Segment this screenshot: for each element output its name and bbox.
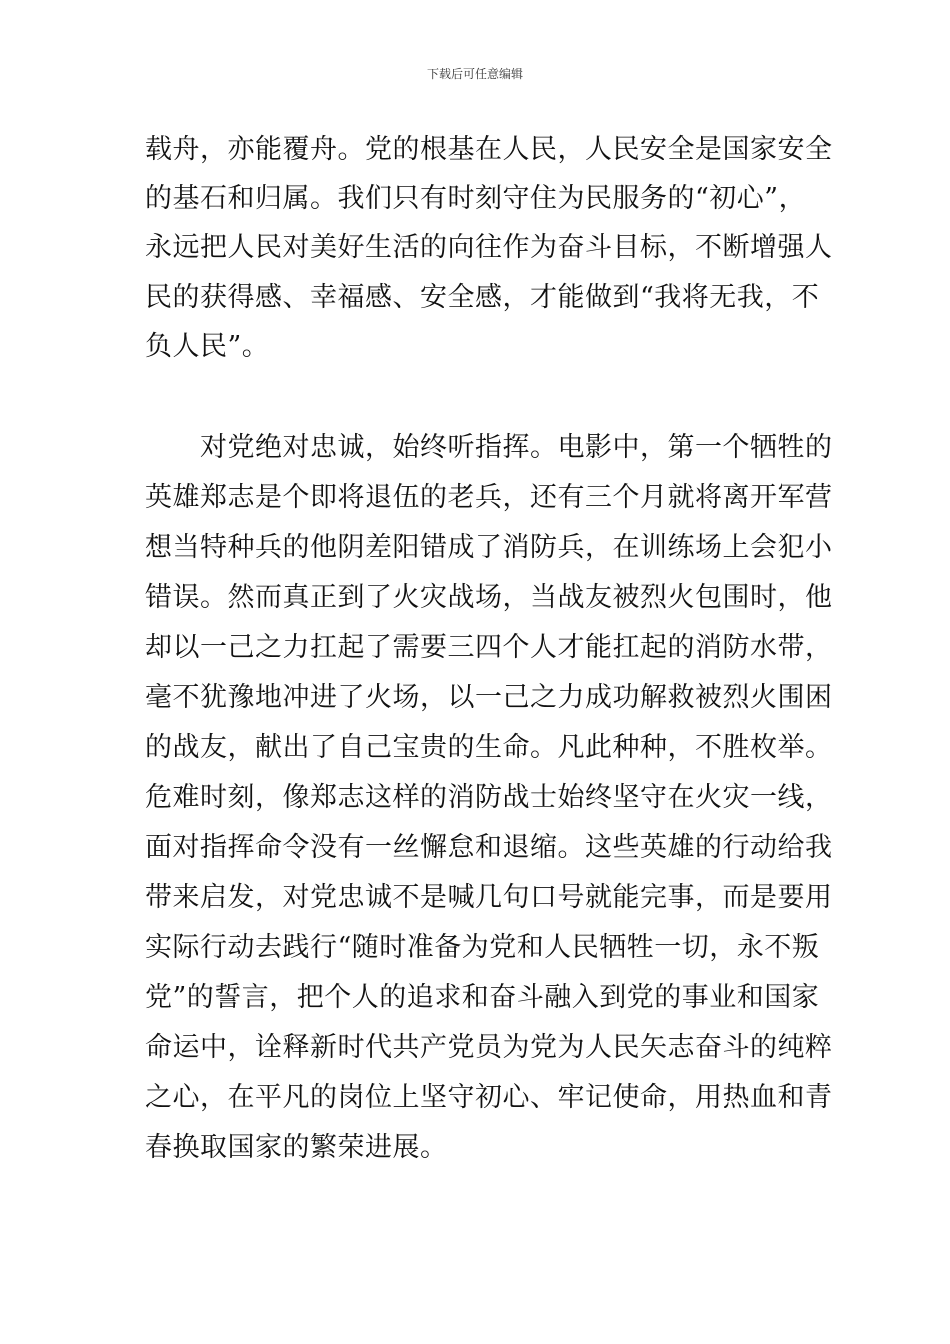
text-line: 负人民”。 — [145, 331, 270, 362]
text-line: 实际行动去践行“随时准备为党和人民牺牲一切，永不叛 — [145, 932, 820, 963]
text-line: 想当特种兵的他阴差阳错成了消防兵，在训练场上会犯小 — [145, 532, 833, 563]
text-line: 的基石和归属。我们只有时刻守住为民服务的“初心”， — [145, 183, 807, 214]
text-line: 民的获得感、幸福感、安全感，才能做到“我将无我，不 — [145, 282, 820, 313]
text-line: 毫不犹豫地冲进了火场，以一己之力成功解救被烈火围困 — [145, 682, 833, 713]
text-line: 春换取国家的繁荣进展。 — [145, 1132, 448, 1163]
text-line: 带来启发，对党忠诚不是喊几句口号就能完事，而是要用 — [145, 882, 833, 913]
text-line: 的战友，献出了自己宝贵的生命。凡此种种，不胜枚举。 — [145, 732, 833, 763]
text-line: 党”的誓言，把个人的追求和奋斗融入到党的事业和国家 — [145, 982, 820, 1013]
text-line: 之心，在平凡的岗位上坚守初心、牢记使命，用热血和青 — [145, 1082, 833, 1113]
text-line: 危难时刻，像郑志这样的消防战士始终坚守在火灾一线， — [145, 782, 833, 813]
text-line: 面对指挥命令没有一丝懈怠和退缩。这些英雄的行动给我 — [145, 832, 833, 863]
text-line: 永远把人民对美好生活的向往作为奋斗目标，不断增强人 — [145, 232, 833, 263]
text-line: 对党绝对忠诚，始终听指挥。电影中，第一个牺牲的 — [145, 432, 833, 463]
text-line: 英雄郑志是个即将退伍的老兵，还有三个月就将离开军营 — [145, 482, 833, 513]
text-line: 命运中，诠释新时代共产党员为党为人民矢志奋斗的纯粹 — [145, 1032, 833, 1063]
text-line: 却以一己之力扛起了需要三四个人才能扛起的消防水带， — [145, 632, 833, 663]
text-line: 错误。然而真正到了火灾战场，当战友被烈火包围时，他 — [145, 582, 833, 613]
text-line: 载舟，亦能覆舟。党的根基在人民，人民安全是国家安全 — [145, 134, 833, 165]
page-header: 下载后可任意编辑 — [426, 67, 523, 81]
